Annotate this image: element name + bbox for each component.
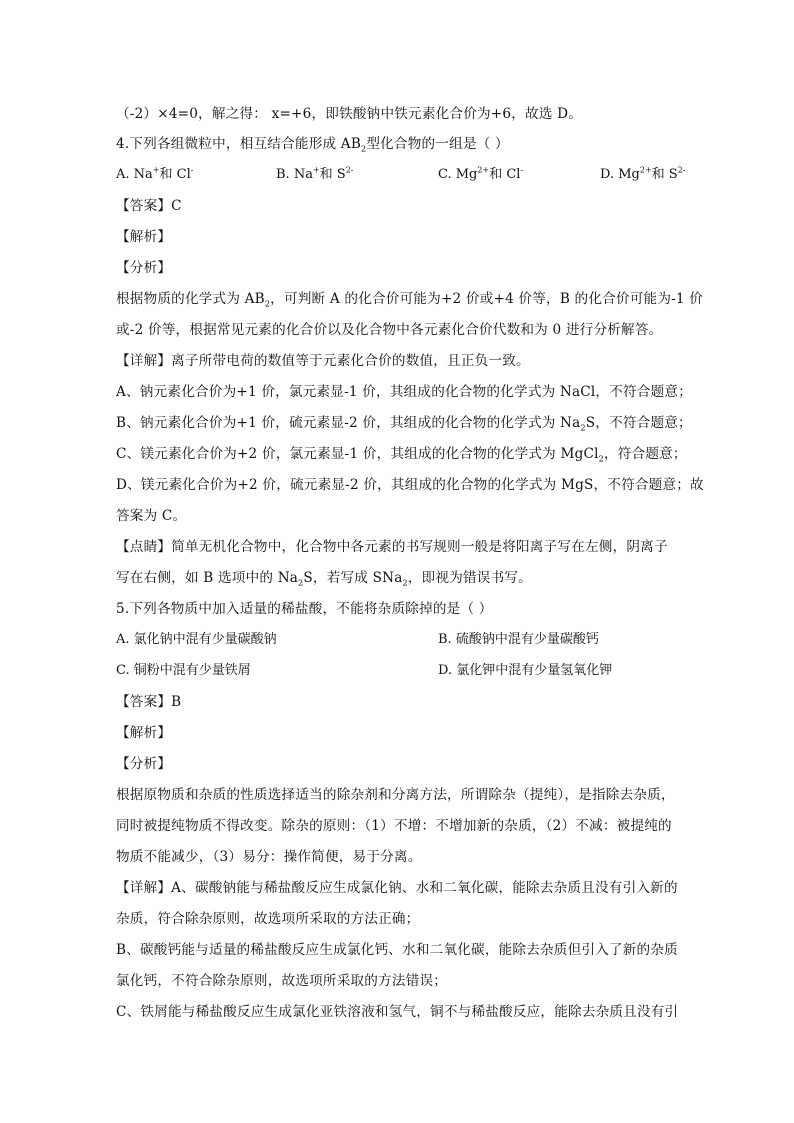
q5-analysis-line-2: 同时被提纯物质不得改变。除杂的原则：（1）不增：不增加新的杂质，（2）不减：被提纯的 (116, 818, 672, 834)
q5-jiexi-heading: 【解析】 (116, 725, 172, 741)
q5-answer: 【答案】B (116, 694, 182, 710)
q4-stem: 4.下列各组微粒中，相互结合能形成 $AB_2$型化合物的一组是（ ） (116, 136, 509, 154)
q4-detail-c: C、镁元素化合价为+2 价，氯元素显-1 价，其组成的化合物的化学式为 MgCl$_2$，符合题意； (116, 446, 687, 464)
q5-detail-line-5: C、铁屑能与稀盐酸反应生成氯化亚铁溶液和氢气，铜不与稀盐酸反应，能除去杂质且没有引 (116, 1004, 679, 1020)
q5-detail-line-3: B、碳酸钙能与适量的稀盐酸反应生成氯化钙、水和二氧化碳，能除去杂质但引入了新的杂质 (116, 942, 678, 958)
q5-detail-line-1: 【详解】A、碳酸钠能与稀盐酸反应生成氯化钠、水和二氧化碳，能除去杂质且没有引入新的 (116, 880, 678, 896)
q5-option-d: D. 氯化钾中混有少量氢氧化钾 (438, 663, 613, 678)
q4-analysis-line-2: 或-2 价等，根据常见元素的化合价以及化合物中各元素化合价代数和为 0 进行分析解答。 (116, 322, 663, 338)
q4-detail-a: A、钠元素化合价为+1 价，氯元素显-1 价，其组成的化合物的化学式为 NaCl，不符合题意； (116, 384, 692, 400)
q5-option-b: B. 硫酸钠中混有少量碳酸钙 (438, 632, 599, 647)
q5-analysis-line-3: 物质不能减少，（3）易分：操作简便，易于分离。 (116, 849, 422, 865)
q4-tip-line-1: 【点睛】简单无机化合物中，化合物中各元素的书写规则一般是将阳离子写在左侧，阴离子 (116, 539, 668, 555)
q4-option-d: D. $Mg^{2+}$和 $S^{2-}$ (600, 165, 686, 182)
q4-tip-line-2: 写在右侧，如 B 选项中的 $Na_2S$，若写成 SNa$_2$，即视为错误书写。 (116, 570, 532, 588)
q4-option-b: B. Na+和 $S^{2-}$ (276, 165, 354, 182)
q4-answer: 【答案】C (116, 198, 182, 214)
q5-option-a: A. 氯化钠中混有少量碳酸钠 (116, 632, 277, 647)
q4-jiexi-heading: 【解析】 (116, 229, 172, 245)
q5-option-c: C. 铜粉中混有少量铁屑 (116, 663, 251, 678)
q5-detail-line-2: 杂质，符合除杂原则，故选项所采取的方法正确； (116, 911, 420, 927)
q4-option-c: C. $Mg^{2+}$和 Cl- (438, 165, 524, 182)
q3-conclusion-line: （-2）×4=0，解之得： x=+6，即铁酸钠中铁元素化合价为+6，故选 D。 (116, 106, 583, 122)
q4-fenxi-heading: 【分析】 (116, 260, 172, 276)
q5-stem: 5.下列各物质中加入适量的稀盐酸，不能将杂质除掉的是（ ） (116, 601, 493, 617)
q4-detail-d-cont: 答案为 C。 (116, 508, 187, 524)
q5-analysis-line-1: 根据原物质和杂质的性质选择适当的除杂剂和分离方法，所谓除杂（提纯），是指除去杂质， (116, 787, 675, 803)
q4-detail-d: D、镁元素化合价为+2 价，硫元素显-2 价，其组成的化合物的化学式为 MgS，不符合题意；故 (116, 477, 704, 493)
q4-detail-line-1: 【详解】离子所带电荷的数值等于元素化合价的数值，且正负一致。 (116, 353, 530, 369)
q5-fenxi-heading: 【分析】 (116, 756, 172, 772)
q5-detail-line-4: 氯化钙，不符合除杂原则，故选项所采取的方法错误； (116, 973, 448, 989)
q4-option-a: A. Na+和 Cl- (116, 165, 194, 182)
q4-detail-b: B、钠元素化合价为+1 价，硫元素显-2 价，其组成的化合物的化学式为 $Na_2S$，不符合题意； (116, 415, 692, 433)
q4-analysis-line-1: 根据物质的化学式为 $AB_2$，可判断 A 的化合价可能为+2 价或+4 价等，B 的化合价可能为-1 价 (116, 291, 704, 309)
